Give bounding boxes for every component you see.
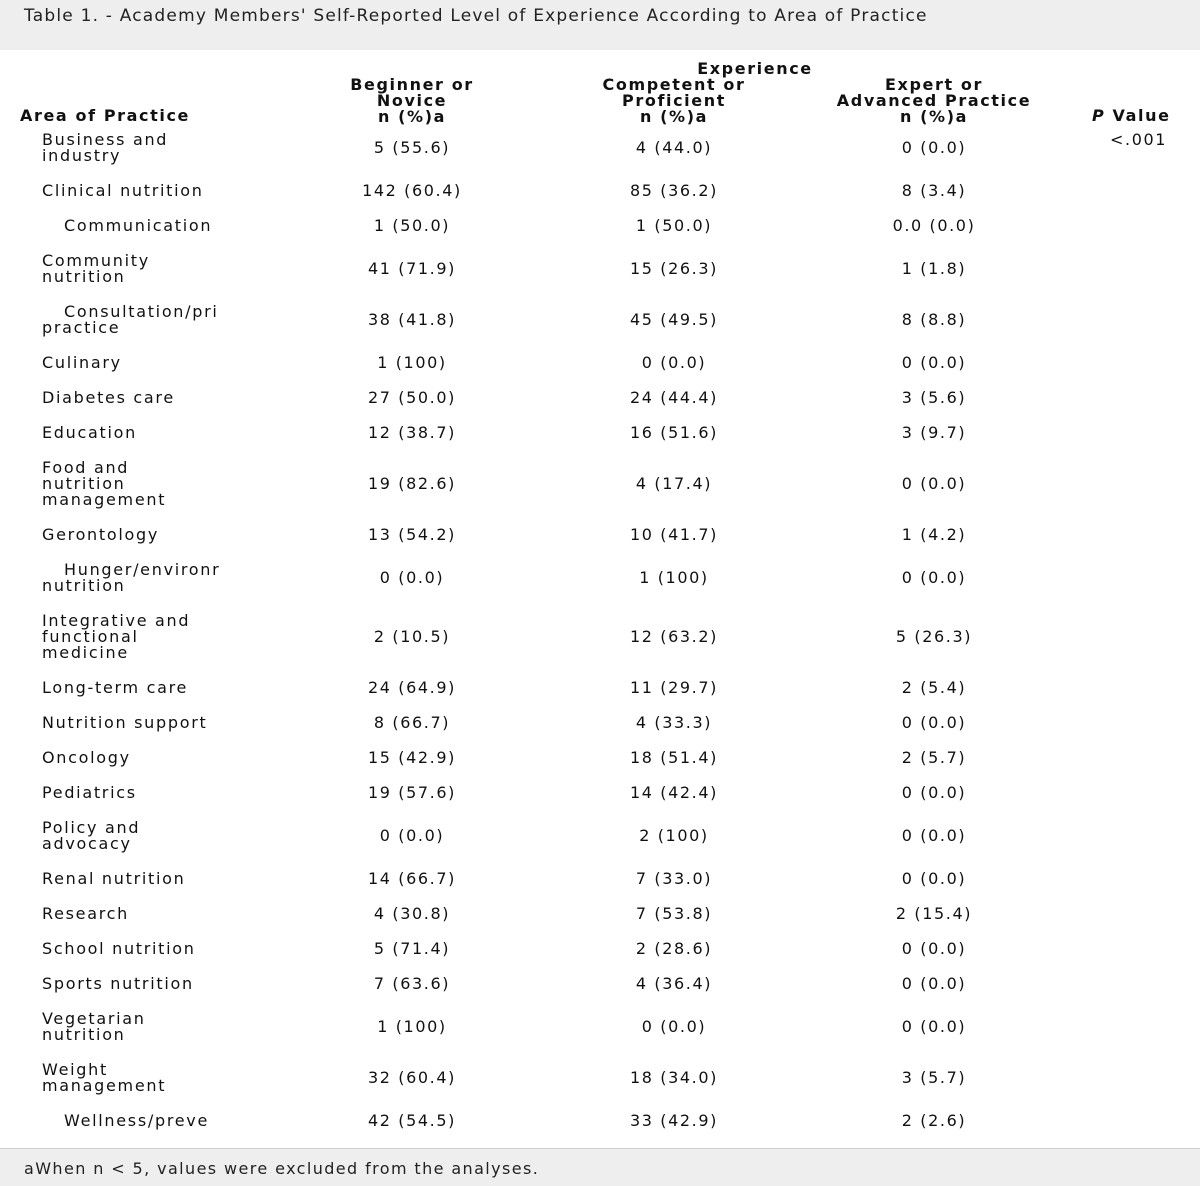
area-of-practice-cell: [42, 941, 196, 957]
beginner-value-cell: 8 (66.7): [373, 713, 451, 732]
area-line: advocacy: [42, 834, 132, 853]
area-line: Consultation/pri: [64, 302, 219, 321]
area-of-practice-cell: [42, 355, 122, 371]
competent-value-cell: 7 (53.8): [635, 904, 713, 923]
area-of-practice-cell: [42, 390, 175, 406]
area-of-practice-cell: [42, 253, 150, 285]
area-line: Vegetarian: [42, 1009, 146, 1028]
area-line: Education: [42, 423, 137, 442]
area-line: medicine: [42, 643, 129, 662]
area-of-practice-cell: [42, 1011, 146, 1043]
expert-value-cell: 2 (5.7): [901, 748, 967, 767]
area-line: Sports nutrition: [42, 974, 194, 993]
expert-value-cell: 0 (0.0): [901, 974, 967, 993]
p-value-column-header: [1092, 108, 1171, 124]
area-line: Long-term care: [42, 678, 189, 697]
p-value-italic: P: [1092, 106, 1106, 125]
competent-value-cell: 4 (44.0): [635, 138, 713, 157]
area-line: Business and: [42, 130, 169, 149]
area-line: nutrition: [42, 576, 126, 595]
beginner-header-line: Beginner or: [350, 75, 474, 94]
competent-column-header: [564, 77, 784, 125]
area-line: nutrition: [42, 267, 126, 286]
beginner-value-cell: 5 (71.4): [373, 939, 451, 958]
competent-header-line: n (%)a: [639, 107, 708, 126]
area-line: Oncology: [42, 748, 131, 767]
area-of-practice-cell: [42, 460, 166, 508]
competent-value-cell: 1 (100): [639, 568, 709, 587]
expert-value-cell: 0 (0.0): [901, 474, 967, 493]
area-line: Renal nutrition: [42, 869, 186, 888]
competent-value-cell: 7 (33.0): [635, 869, 713, 888]
beginner-value-cell: 41 (71.9): [368, 259, 456, 278]
area-line: School nutrition: [42, 939, 196, 958]
competent-value-cell: 4 (17.4): [635, 474, 713, 493]
expert-value-cell: 5 (26.3): [895, 627, 973, 646]
area-of-practice-cell: [42, 785, 137, 801]
beginner-column-header: [312, 77, 512, 125]
expert-value-cell: 0 (0.0): [901, 869, 967, 888]
area-line: Clinical nutrition: [42, 181, 204, 200]
expert-value-cell: 0 (0.0): [901, 713, 967, 732]
area-line: nutrition: [42, 1025, 126, 1044]
area-of-practice-cell: [42, 304, 219, 336]
competent-value-cell: 2 (28.6): [635, 939, 713, 958]
table-title: Table 1. - Academy Members' Self-Reported Level of Experience According to Area of Practice: [24, 6, 928, 26]
area-of-practice-cell: [42, 218, 212, 234]
expert-value-cell: 2 (2.6): [901, 1111, 967, 1130]
beginner-value-cell: 7 (63.6): [373, 974, 451, 993]
beginner-value-cell: 19 (82.6): [368, 474, 456, 493]
competent-value-cell: 4 (33.3): [635, 713, 713, 732]
area-line: Weight: [42, 1060, 108, 1079]
area-line: Communication: [64, 216, 213, 235]
table-footnote: [0, 1148, 1200, 1186]
expert-value-cell: 0 (0.0): [901, 353, 967, 372]
expert-value-cell: 1 (4.2): [901, 525, 967, 544]
competent-value-cell: 85 (36.2): [630, 181, 718, 200]
beginner-value-cell: 32 (60.4): [368, 1068, 456, 1087]
beginner-value-cell: 1 (50.0): [373, 216, 451, 235]
area-line: Integrative and: [42, 611, 191, 630]
competent-value-cell: 1 (50.0): [635, 216, 713, 235]
competent-value-cell: 33 (42.9): [630, 1111, 718, 1130]
area-line: Hunger/environr: [64, 560, 221, 579]
expert-value-cell: 0.0 (0.0): [892, 216, 976, 235]
area-of-practice-cell: [42, 750, 131, 766]
area-line: industry: [42, 146, 122, 165]
beginner-value-cell: 42 (54.5): [368, 1111, 456, 1130]
beginner-value-cell: 0 (0.0): [379, 568, 445, 587]
beginner-header-line: Novice: [376, 91, 448, 110]
beginner-value-cell: 27 (50.0): [368, 388, 456, 407]
area-of-practice-cell: [42, 906, 129, 922]
area-line: management: [42, 1076, 167, 1095]
expert-value-cell: 0 (0.0): [901, 939, 967, 958]
expert-value-cell: 3 (9.7): [901, 423, 967, 442]
area-of-practice-cell: [42, 132, 168, 164]
beginner-value-cell: 38 (41.8): [368, 310, 456, 329]
expert-column-header: [794, 77, 1074, 125]
competent-value-cell: 0 (0.0): [641, 1017, 707, 1036]
expert-value-cell: 8 (3.4): [901, 181, 967, 200]
beginner-value-cell: 2 (10.5): [373, 627, 451, 646]
beginner-value-cell: 5 (55.6): [373, 138, 451, 157]
area-line: Research: [42, 904, 129, 923]
expert-header-line: Advanced Practice: [836, 91, 1032, 110]
expert-value-cell: 0 (0.0): [901, 138, 967, 157]
beginner-value-cell: 0 (0.0): [379, 826, 445, 845]
beginner-header-line: n (%)a: [377, 107, 446, 126]
beginner-value-cell: 19 (57.6): [368, 783, 456, 802]
expert-value-cell: 3 (5.7): [901, 1068, 967, 1087]
expert-value-cell: 0 (0.0): [901, 826, 967, 845]
competent-value-cell: 16 (51.6): [630, 423, 718, 442]
expert-value-cell: 8 (8.8): [901, 310, 967, 329]
beginner-value-cell: 142 (60.4): [362, 181, 462, 200]
area-line: Diabetes care: [42, 388, 175, 407]
area-line: Community: [42, 251, 150, 270]
expert-value-cell: 0 (0.0): [901, 568, 967, 587]
competent-value-cell: 24 (44.4): [630, 388, 718, 407]
competent-value-cell: 18 (51.4): [630, 748, 718, 767]
footnote-text: aWhen n < 5, values were excluded from the analyses.: [24, 1159, 540, 1178]
area-line: nutrition: [42, 474, 126, 493]
competent-value-cell: 45 (49.5): [630, 310, 718, 329]
area-of-practice-cell: [42, 820, 140, 852]
area-line: Wellness/preve: [64, 1111, 210, 1130]
competent-value-cell: 2 (100): [639, 826, 709, 845]
competent-header-line: Competent or: [602, 75, 746, 94]
area-of-practice-cell: [42, 1113, 209, 1129]
area-of-practice-cell: [42, 527, 159, 543]
expert-value-cell: 2 (5.4): [901, 678, 967, 697]
beginner-value-cell: 1 (100): [377, 353, 447, 372]
beginner-value-cell: 13 (54.2): [368, 525, 456, 544]
area-line: practice: [42, 318, 121, 337]
area-of-practice-cell: [42, 425, 137, 441]
area-line: Nutrition support: [42, 713, 208, 732]
p-value-label: Value: [1105, 106, 1171, 125]
area-column-header: Area of Practice: [20, 106, 190, 125]
area-of-practice-cell: [42, 1062, 166, 1094]
area-of-practice-cell: [42, 613, 190, 661]
expert-header-line: n (%)a: [899, 107, 968, 126]
area-line: functional: [42, 627, 139, 646]
competent-value-cell: 12 (63.2): [630, 627, 718, 646]
area-of-practice-cell: [42, 715, 207, 731]
competent-value-cell: 14 (42.4): [630, 783, 718, 802]
competent-value-cell: 10 (41.7): [630, 525, 718, 544]
experience-group-header: Experience: [697, 59, 813, 78]
expert-value-cell: 0 (0.0): [901, 1017, 967, 1036]
area-line: Food and: [42, 458, 130, 477]
p-value: <.001: [1110, 130, 1168, 149]
area-of-practice-cell: [42, 976, 194, 992]
area-line: Pediatrics: [42, 783, 137, 802]
beginner-value-cell: 4 (30.8): [373, 904, 451, 923]
expert-value-cell: 0 (0.0): [901, 783, 967, 802]
beginner-value-cell: 12 (38.7): [368, 423, 456, 442]
area-of-practice-cell: [42, 871, 185, 887]
table-caption: [0, 0, 1200, 50]
expert-header-line: Expert or: [885, 75, 983, 94]
expert-value-cell: 3 (5.6): [901, 388, 967, 407]
competent-header-line: Proficient: [622, 91, 726, 110]
area-of-practice-cell: [42, 680, 188, 696]
competent-value-cell: 11 (29.7): [630, 678, 718, 697]
expert-value-cell: 1 (1.8): [901, 259, 967, 278]
area-line: management: [42, 490, 167, 509]
area-line: Culinary: [42, 353, 122, 372]
competent-value-cell: 18 (34.0): [630, 1068, 718, 1087]
area-line: Gerontology: [42, 525, 160, 544]
competent-value-cell: 0 (0.0): [641, 353, 707, 372]
area-of-practice-cell: [42, 183, 204, 199]
competent-value-cell: 15 (26.3): [630, 259, 718, 278]
area-line: Policy and: [42, 818, 141, 837]
expert-value-cell: 2 (15.4): [895, 904, 973, 923]
competent-value-cell: 4 (36.4): [635, 974, 713, 993]
beginner-value-cell: 14 (66.7): [368, 869, 456, 888]
beginner-value-cell: 15 (42.9): [368, 748, 456, 767]
beginner-value-cell: 1 (100): [377, 1017, 447, 1036]
beginner-value-cell: 24 (64.9): [368, 678, 456, 697]
area-of-practice-cell: [42, 562, 220, 594]
